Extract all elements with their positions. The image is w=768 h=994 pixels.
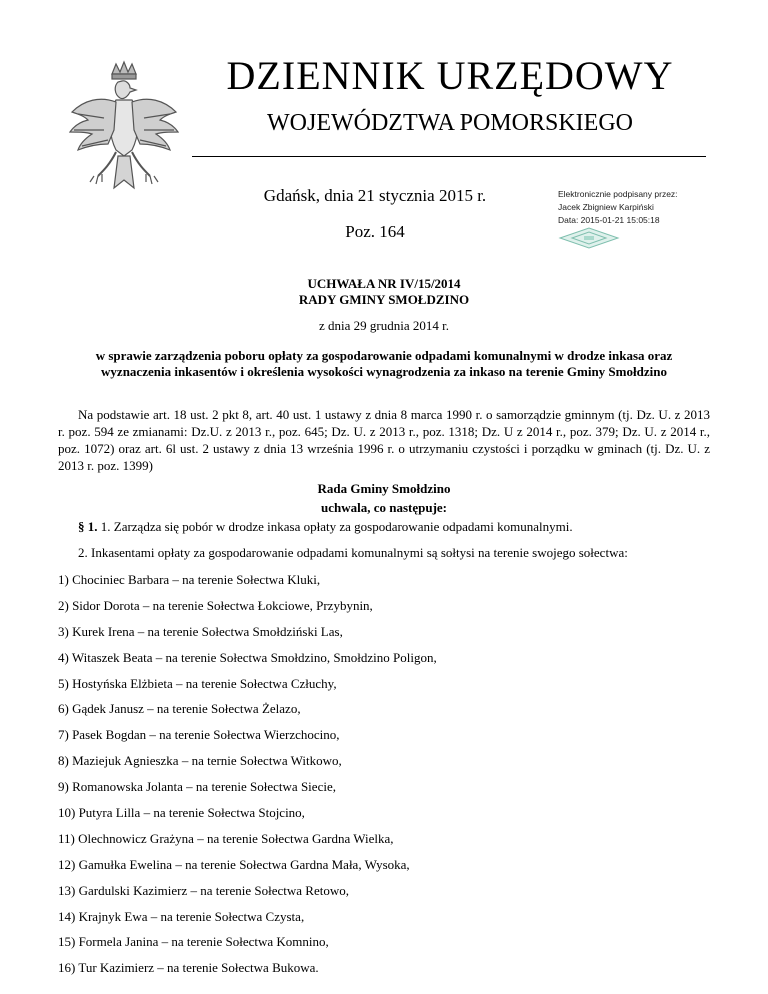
legal-basis-paragraph: Na podstawie art. 18 ust. 2 pkt 8, art. 40 ust. 1 ustawy z dnia 8 marca 1990 r. o samorządzie gminnym (tj. Dz. U. z 2013 r. poz. 594 ze zmianami: Dz.U. z 2013 r., poz. 645; Dz. U. z 2013 r., poz. 1318; Dz. U z 2014 r., poz. 379; Dz. U. z 2014 r., poz. 1072) oraz art. 6l ust. 2 ustawy z dnia 13 września 1996 r. o utrzymaniu czystości i porządku w gminach (tj. Dz. U. z 2013 r. poz. 1399) <box>58 407 710 473</box>
header-divider <box>192 156 706 157</box>
list-item: 9) Romanowska Jolanta – na terenie Sołectwa Siecie, <box>58 779 336 795</box>
signature-stamp-icon <box>558 226 620 250</box>
list-item: 1) Chociniec Barbara – na terenie Sołectwa Kluki, <box>58 572 321 587</box>
council-name: Rada Gminy Smołdzino <box>317 481 451 496</box>
list-item: 12) Gamułka Ewelina – na terenie Sołectwa Gardna Mała, Wysoka, <box>58 856 410 872</box>
resolution-date: z dnia 29 grudnia 2014 r. <box>319 318 449 333</box>
journal-subtitle: WOJEWÓDZTWA POMORSKIEGO <box>267 110 633 136</box>
subject-line-2: wyznaczenia inkasentów i określenia wysokości wynagrodzenia za inkaso na terenie Gminy Smołdzino <box>101 364 667 379</box>
section-mark: § 1. <box>78 519 98 534</box>
signature-date: Data: 2015-01-21 15:05:18 <box>558 215 660 225</box>
place-and-date: Gdańsk, dnia 21 stycznia 2015 r. <box>263 186 487 205</box>
resolution-title <box>84 276 684 308</box>
signature-label: Elektronicznie podpisany przez: <box>558 189 678 199</box>
section-1-text: 1. Zarządza się pobór w drodze inkasa opłaty za gospodarowanie odpadami komunalnymi. <box>97 519 573 534</box>
section-1-paragraph-2: 2. Inkasentami opłaty za gospodarowanie odpadami komunalnymi są sołtysi na terenie swojego sołectwa: <box>78 545 628 560</box>
journal-title: DZIENNIK URZĘDOWY <box>226 53 674 98</box>
resolution-number: UCHWAŁA NR IV/15/2014 <box>307 276 461 291</box>
decision-heading: uchwala, co następuje: <box>320 500 448 515</box>
list-item: 4) Witaszek Beata – na terenie Sołectwa Smołdzino, Smołdzino Poligon, <box>58 649 437 665</box>
subject-line-1: w sprawie zarządzenia poboru opłaty za gospodarowanie odpadami komunalnymi w drodze inkasa oraz <box>95 348 673 363</box>
list-item: 7) Pasek Bogdan – na terenie Sołectwa Wierzchocino, <box>58 727 340 743</box>
list-item: 3) Kurek Irena – na terenie Sołectwa Smołdziński Las, <box>58 623 343 639</box>
resolution-subject <box>56 348 712 380</box>
electronic-signature <box>558 188 758 227</box>
list-item: 6) Gądek Janusz – na terenie Sołectwa Żelazo, <box>58 701 301 717</box>
list-item: 16) Tur Kazimierz – na terenie Sołectwa Bukowa. <box>58 960 319 976</box>
eagle-emblem-icon <box>64 60 184 200</box>
signature-signer: Jacek Zbigniew Karpiński <box>558 202 654 212</box>
collectors-list <box>58 571 698 985</box>
list-item: 10) Putyra Lilla – na terenie Sołectwa Stojcino, <box>58 805 305 821</box>
list-item: 11) Olechnowicz Grażyna – na terenie Sołectwa Gardna Wielka, <box>58 830 394 846</box>
list-item: 15) Formela Janina – na terenie Sołectwa Komnino, <box>58 934 329 950</box>
list-item: 14) Krajnyk Ewa – na terenie Sołectwa Czysta, <box>58 908 305 924</box>
resolution-issuer: RADY GMINY SMOŁDZINO <box>298 292 470 307</box>
position-number: Poz. 164 <box>345 222 405 241</box>
list-item: 13) Gardulski Kazimierz – na terenie Sołectwa Retowo, <box>58 882 349 898</box>
list-item: 8) Maziejuk Agnieszka – na ternie Sołectwa Witkowo, <box>58 753 342 769</box>
list-item: 5) Hostyńska Elżbieta – na terenie Sołectwa Człuchy, <box>58 675 337 691</box>
list-item: 2) Sidor Dorota – na terenie Sołectwa Łokciowe, Przybynin, <box>58 597 373 613</box>
section-1-paragraph-1 <box>78 519 718 535</box>
